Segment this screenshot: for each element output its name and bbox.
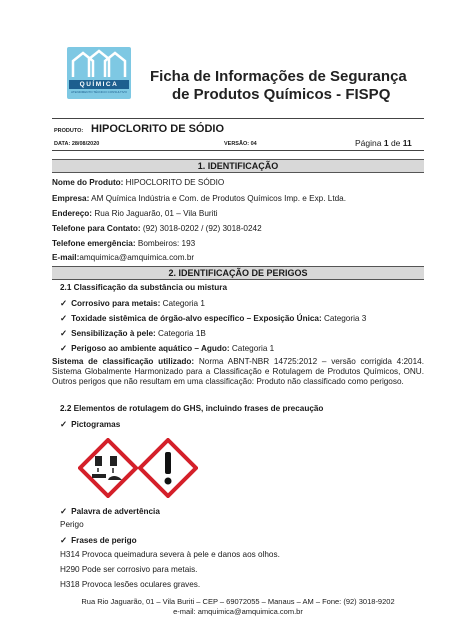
- document-subtitle: de Produtos Químicos - FISPQ: [172, 86, 391, 103]
- footer-email: e-mail: amquimica@amquimica.com.br: [173, 607, 303, 616]
- subsection-2-2-title: 2.2 Elementos de rotulagem do GHS, incluindo frases de precaução: [60, 404, 324, 413]
- hazard-item: ✓ Perigoso ao ambiente aquático – Agudo: Categoria 1: [60, 343, 275, 353]
- product-name-row: Nome do Produto: HIPOCLORITO DE SÓDIO: [52, 178, 225, 187]
- footer-address: Rua Rio Jaguarão, 01 – Vila Buriti – CEP – 69072055 – Manaus – AM – Fone: (92) 3018-9202: [81, 597, 395, 606]
- check-icon: ✓: [60, 506, 68, 516]
- check-icon: ✓: [60, 343, 68, 353]
- date-label: DATA: 28/08/2020: [54, 141, 100, 147]
- factory-roof-icon: [67, 47, 131, 81]
- hazard-item: ✓ Sensibilização à pele: Categoria 1B: [60, 328, 206, 338]
- document-title: Ficha de Informações de Segurança: [150, 68, 407, 85]
- check-icon: ✓: [60, 313, 68, 323]
- version-label: VERSÃO: 04: [224, 141, 257, 147]
- section-1-heading: 1. IDENTIFICAÇÃO: [52, 159, 424, 173]
- pictograms-heading: ✓ Pictogramas: [60, 419, 121, 429]
- check-icon: ✓: [60, 298, 68, 308]
- address-row: Endereço: Rua Rio Jaguarão, 01 – Vila Buriti: [52, 209, 218, 218]
- hazard-statement: H314 Provoca queimadura severa à pele e danos aos olhos.: [60, 550, 280, 559]
- logo-text: QUÍMICA: [69, 80, 129, 89]
- corrosive-pictogram-icon: [78, 438, 138, 498]
- hazard-statement: H290 Pode ser corrosivo para metais.: [60, 565, 198, 574]
- company-row: Empresa: AM Química Indústria e Com. de Produtos Químicos Imp. e Exp. Ltda.: [52, 194, 346, 203]
- hazard-statements-heading: ✓ Frases de perigo: [60, 535, 137, 545]
- divider: [52, 118, 424, 119]
- exclamation-pictogram-icon: [138, 438, 198, 498]
- section-2-heading: 2. IDENTIFICAÇÃO DE PERIGOS: [52, 266, 424, 280]
- phone-row: Telefone para Contato: (92) 3018-0202 / (92) 3018-0242: [52, 224, 262, 233]
- signal-word-value: Perigo: [60, 520, 84, 529]
- check-icon: ✓: [60, 328, 68, 338]
- check-icon: ✓: [60, 419, 68, 429]
- product-name: HIPOCLORITO DE SÓDIO: [91, 123, 225, 135]
- hazard-item: ✓ Corrosivo para metais: Categoria 1: [60, 298, 205, 308]
- hazard-statement: H318 Provoca lesões oculares graves.: [60, 580, 201, 589]
- hazard-item: ✓ Toxidade sistêmica de órgão-alvo específico – Exposição Única: Categoria 3: [60, 313, 367, 323]
- product-label: PRODUTO:: [54, 128, 84, 134]
- page-indicator: Página 1 de 11: [355, 138, 412, 148]
- company-logo: [67, 47, 131, 99]
- classification-system-text: Sistema de classificação utilizado: Norma ABNT-NBR 14725:2012 – versão corrigida 4:2014. Sistema Globalmente Harmonizado para a Classificação e Rotulagem de Produtos Químicos, ONU. Outros perigos que não resultam em uma classificação: Produto não classificado como perigoso.: [52, 357, 424, 386]
- logo-tagline: ATENDIMENTO TÉCNICO CONSULTIVO: [71, 90, 127, 94]
- signal-word-heading: ✓ Palavra de advertência: [60, 506, 160, 516]
- subsection-2-1-title: 2.1 Classificação da substância ou mistura: [60, 283, 228, 292]
- email-row: E-mail:amquimica@amquimica.com.br: [52, 253, 195, 262]
- check-icon: ✓: [60, 535, 68, 545]
- divider: [52, 150, 424, 151]
- emergency-phone-row: Telefone emergência: Bombeiros: 193: [52, 239, 196, 248]
